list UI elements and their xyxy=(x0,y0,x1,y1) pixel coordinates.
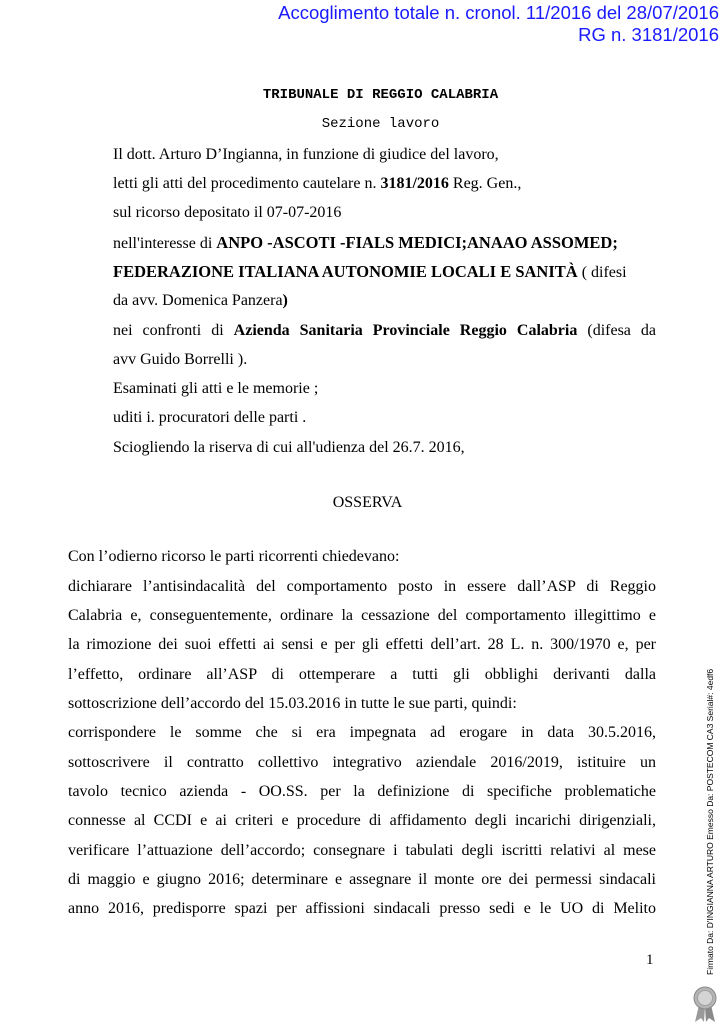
intro-line-procedure xyxy=(113,174,521,194)
intro-line-judge: Il dott. Arturo D’Ingianna, in funzione di giudice del lavoro, xyxy=(113,146,499,163)
body-line: sottoscrivere il contratto collettivo integrativo aziendale 2016/2019, istituire un xyxy=(68,754,656,771)
intro-line-lawyer xyxy=(113,291,288,311)
osserva-heading: OSSERVA xyxy=(332,494,403,511)
closing-paren: ) xyxy=(282,292,288,309)
body-line: corrispondere le somme che si era impegnata ad erogare in data 30.5.2016, xyxy=(68,724,656,741)
body-line: Calabria e, conseguentemente, ordinare la cessazione del comportamento illegittimo e xyxy=(68,607,656,624)
intro-line-reservation: Sciogliendo la riserva di cui all'udienza del 26.7. 2016, xyxy=(113,439,465,456)
body-line: anno 2016, predisporre spazi per affissioni sindacali presso sedi e le UO di Melito xyxy=(68,900,656,917)
page-number: 1 xyxy=(646,952,654,968)
court-title: TRIBUNALE DI REGGIO CALABRIA xyxy=(262,87,499,103)
body-line: Con l’odierno ricorso le parti ricorrenti chiedevano: xyxy=(68,548,400,565)
seal-ribbon-icon xyxy=(690,985,720,1023)
intro-text: nei confronti di xyxy=(113,322,234,339)
intro-line-defendant xyxy=(113,321,656,341)
body-line: tavolo tecnico azienda - OO.SS. per la definizione di specifiche problematiche xyxy=(68,783,656,800)
registry-stamp-line-2: RG n. 3181/2016 xyxy=(578,24,719,45)
digital-signature-note: Firmato Da: D'INGIANNA ARTURO Emesso Da: POSTECOM CA3 Serial#: 4edf6 xyxy=(705,668,715,975)
section-title: Sezione lavoro xyxy=(321,116,440,132)
body-line: sottoscrizione dell’accordo del 15.03.2016 in tutte le sue parti, quindi: xyxy=(68,695,517,712)
intro-text: Reg. Gen., xyxy=(448,175,522,192)
body-line: connesse al CCDI e ai criteri e procedure di affidamento degli incarichi dirigenziali, xyxy=(68,812,656,829)
intro-text: letti gli atti del procedimento cautelare n. xyxy=(113,175,381,192)
intro-line-heard: uditi i. procuratori delle parti . xyxy=(113,409,307,426)
intro-line-examined: Esaminati gli atti e le memorie ; xyxy=(113,380,319,397)
case-number: 3181/2016 xyxy=(380,175,449,192)
intro-text: ( difesi xyxy=(577,264,627,281)
body-line: di maggio e giugno 2016; determinare e assegnare il monte ore dei permessi sindacali xyxy=(68,871,656,888)
intro-text: nell'interesse di xyxy=(113,235,217,252)
intro-line-federation xyxy=(113,262,627,283)
intro-text: (difesa da xyxy=(577,322,656,339)
federation-name: FEDERAZIONE ITALIANA AUTONOMIE LOCALI E SANITÀ xyxy=(113,262,578,281)
defendant-name: Azienda Sanitaria Provinciale Reggio Calabria xyxy=(233,322,578,339)
body-line: verificare l’attuazione dell’accordo; consegnare i tabulati degli iscritti relativi al mese xyxy=(68,842,656,859)
intro-line-plaintiffs xyxy=(113,233,618,254)
body-line: la rimozione dei suoi effetti ai sensi e per gli effetti dell’art. 28 L. n. 300/1970 e, per xyxy=(68,636,656,653)
body-line: l’effetto, ordinare all’ASP di ottemperare a tutti gli obblighi derivanti dalla xyxy=(68,666,656,683)
intro-line-defense-lawyer: avv Guido Borrelli ). xyxy=(113,351,248,368)
body-line: dichiarare l’antisindacalità del comportamento posto in essere dall’ASP di Reggio xyxy=(68,578,656,595)
lawyer-name: da avv. Domenica Panzera xyxy=(113,292,283,309)
registry-stamp-line-1: Accoglimento totale n. cronol. 11/2016 del 28/07/2016 xyxy=(278,2,719,23)
intro-line-filing: sul ricorso depositato il 07-07-2016 xyxy=(113,204,342,221)
plaintiffs-name: ANPO -ASCOTI -FIALS MEDICI;ANAAO ASSOMED; xyxy=(216,233,618,252)
